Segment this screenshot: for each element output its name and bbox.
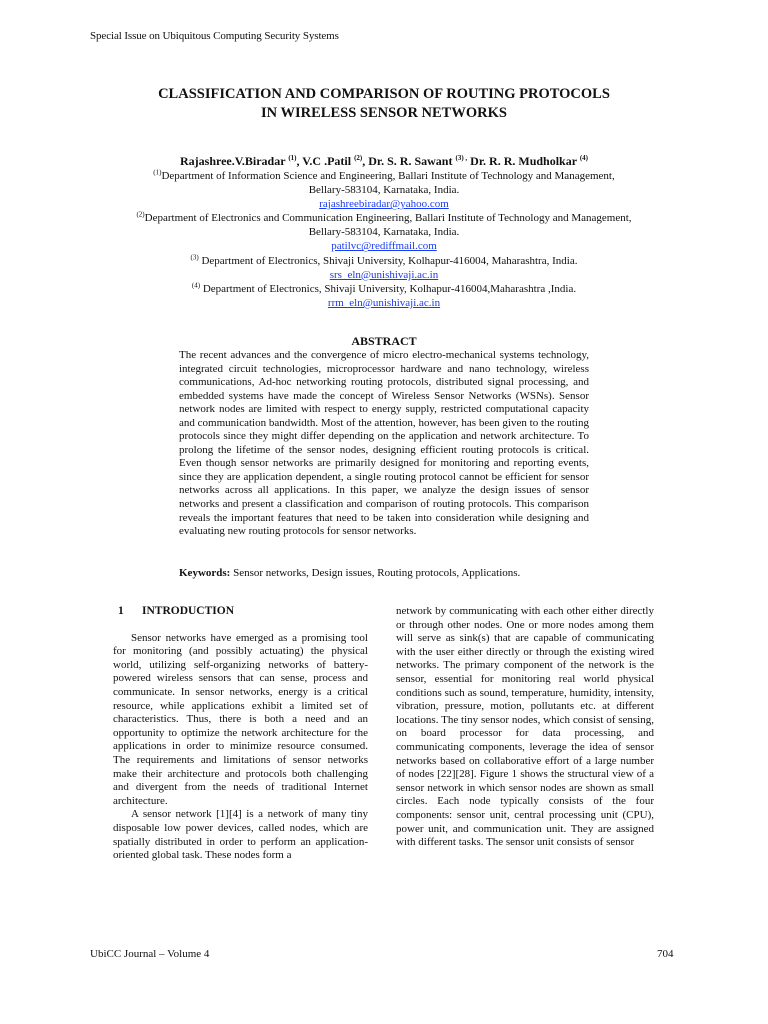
author-list [0,154,768,169]
author-4-sup: (4) [579,154,589,162]
affiliation-line: Bellary-583104, Karnataka, India. [308,184,460,197]
paper-title [0,85,768,123]
affiliation-2 [110,211,658,253]
section-number: 1 [118,605,124,617]
left-column [113,605,368,863]
right-column [396,605,654,850]
running-head: Special Issue on Ubiquitous Computing Security Systems [90,30,339,42]
affiliation-4 [110,282,658,310]
affiliation-line: Bellary-583104, Karnataka, India. [308,226,460,239]
section-title: INTRODUCTION [142,605,235,617]
paragraph: network by communicating with each other either directly or through other nodes. One or more nodes among them will serve as sink(s) that are capable of communicating with the user either directly or through the existing wired networks. The primary component of the network is the sensor, essential for monitoring real world physical conditions such as sound, temperature, humidity, intensity, vibration, pressure, motion, pollutants etc. at different locations. The tiny sensor nodes, which consist of sensing, on board processor for data processing, and communicating components, leverage the idea of sensor networks based on collaborative effort of a large number of nodes [22][28]. Figure 1 shows the structural view of a sensor network in which sensor nodes are shown as small circles. Each node typically consists of the four components: sensor unit, central processing unit (CPU), power unit, and communication unit. They are assigned with different tasks. The sensor unit consists of sensor [396,605,654,849]
title-line-1: CLASSIFICATION AND COMPARISON OF ROUTING PROTOCOLS [158,86,610,102]
abstract-heading: ABSTRACT [351,334,417,348]
email-link[interactable]: patilvc@rediffmail.com [331,240,437,253]
author-2-sup: (2) [354,154,363,162]
affiliation-line: Department of Electronics and Communication Engineering, Ballari Institute of Technology and Management, [144,212,632,225]
keywords [179,567,609,579]
affiliation-line: Department of Electronics, Shivaji University, Kolhapur-416004, Maharashtra, India. [198,254,578,267]
author-3: , Dr. S. R. Sawant [362,154,456,168]
author-2: , V.C .Patil [296,154,355,168]
affiliation-line: Department of Information Science and Engineering, Ballari Institute of Technology and Management, [161,170,615,182]
affiliation-line: Department of Electronics, Shivaji University, Kolhapur-416004,Maharashtra ,India. [200,282,577,295]
affiliation-sup: (3) [190,252,199,261]
title-line-2: IN WIRELESS SENSOR NETWORKS [261,105,507,121]
author-3-sup: (3) , [455,154,468,162]
keywords-label: Keywords: [179,567,231,579]
email-link[interactable]: rajashreebiradar@yahoo.com [319,198,449,211]
author-1: Rajashree.V.Biradar [179,154,289,168]
affiliation-sup: (1) [153,168,162,177]
footer-journal: UbiCC Journal – Volume 4 [90,948,210,960]
email-link[interactable]: srs_eln@unishivaji.ac.in [329,268,439,281]
affiliation-sup: (4) [191,281,201,290]
paragraph: Sensor networks have emerged as a promising tool for monitoring (and possibly actuating) the physical world, utilizing self-organizing networks of battery-powered wireless sensors that can sense, process and communicate. In sensor networks, energy is a critical resource, while applications exhibit a limited set of characteristics. Thus, there is both a need and an opportunity to optimize the network architecture for the applications in order to minimize resource consumed. The requirements and limitations of sensor networks make their architecture and protocols both challenging and divergent from the needs of traditional Internet architecture. [113,631,368,807]
keywords-text: Sensor networks, Design issues, Routing protocols, Applications. [230,567,521,579]
page-number: 704 [657,948,674,960]
abstract-text: The recent advances and the convergence of micro electro-mechanical systems technology, integrated circuit technologies, microprocessor hardware and nano technology, wireless communications, Ad-hoc networking routing protocols, distributed signal processing, and embedded systems have made the concept of Wireless Sensor Networks (WSNs). Sensor network nodes are limited with respect to energy supply, restricted computational capacity and communication bandwidth. Most of the attention, however, has been given to the routing protocols since they might differ depending on the application and network architecture. To prolong the lifetime of the sensor nodes, designing efficient routing protocols is critical. Even though sensor networks are primarily designed for monitoring and reporting events, since they are application dependent, a single routing protocol cannot be efficient for sensor networks across all applications. In this paper, we analyze the design issues of sensor networks and present a classification and comparison of routing protocols. This comparison reveals the important features that need to be taken into consideration while designing and evaluating new routing protocols for sensor networks. [179,349,589,538]
affiliation-sup: (2) [136,210,145,219]
paragraph: A sensor network [1][4] is a network of many tiny disposable low power devices, called nodes, which are spatially distributed in order to perform an application-oriented global task. These nodes form a [113,808,368,862]
affiliations [110,169,658,310]
affiliation-1 [110,169,658,211]
author-1-sup: (1) [288,154,297,162]
author-4: Dr. R. R. Mudholkar [467,154,580,168]
email-link[interactable]: rrm_eln@unishivaji.ac.in [327,296,441,309]
affiliation-3 [110,254,658,282]
section-heading [113,605,368,619]
